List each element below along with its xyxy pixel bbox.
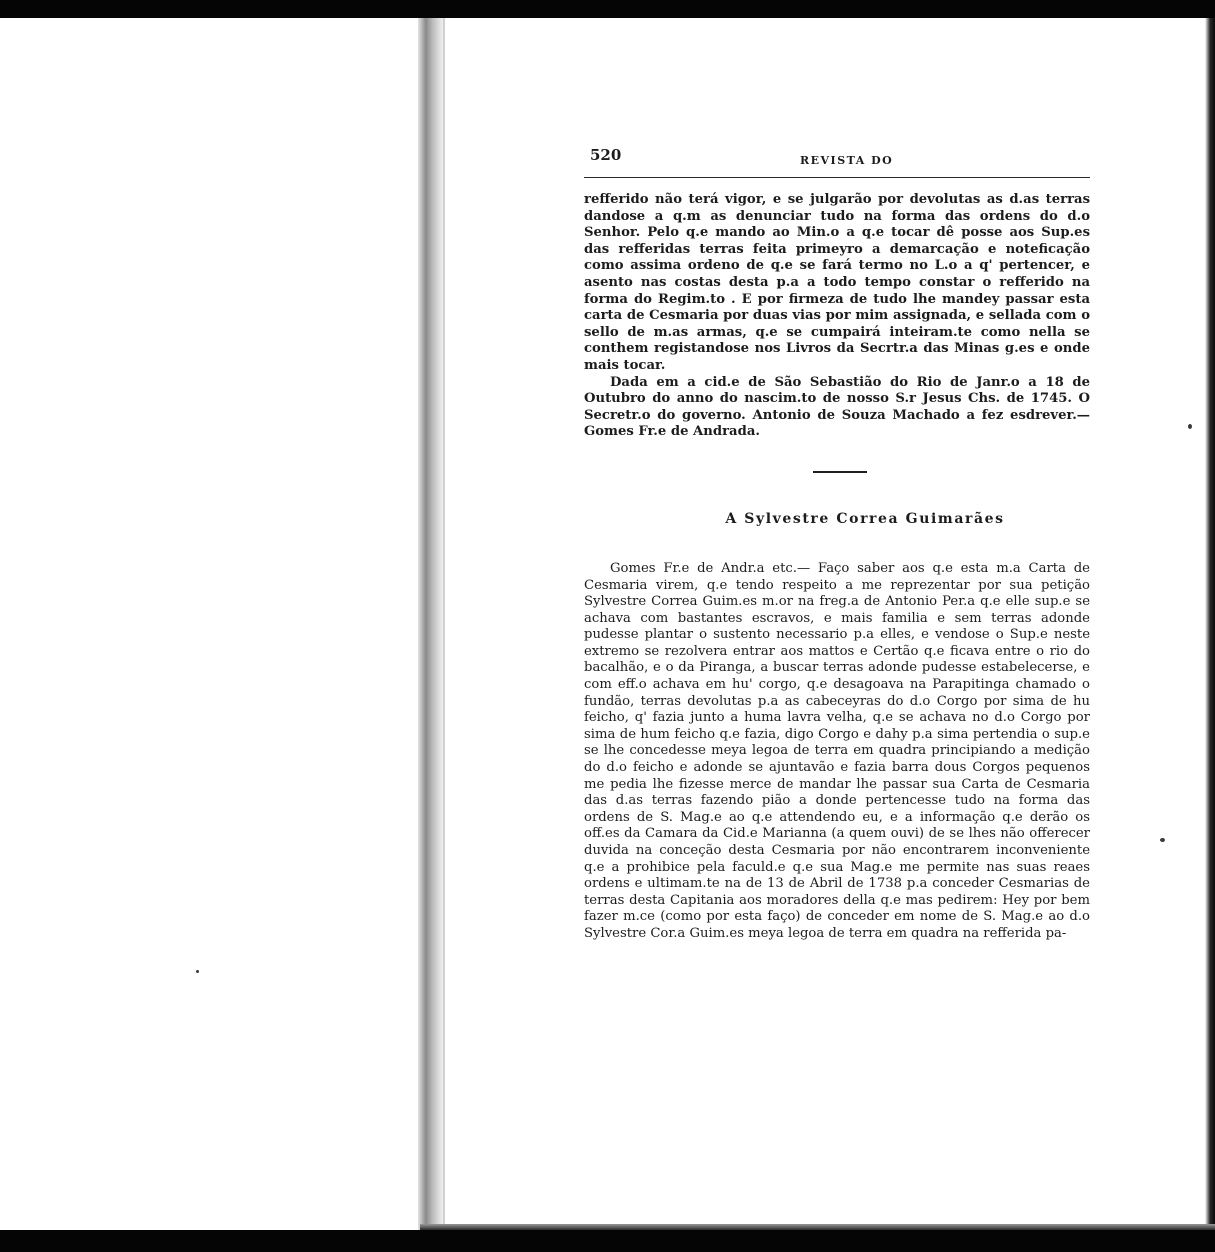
book-page xyxy=(584,140,1090,943)
running-header xyxy=(584,140,1090,178)
scan-bottom-border xyxy=(0,1230,1215,1252)
section-divider xyxy=(813,471,867,473)
section-title: A Sylvestre Correa Guimarães xyxy=(725,510,1005,527)
header-rule xyxy=(584,177,1090,178)
scan-speck xyxy=(1188,424,1192,429)
running-title: REVISTA DO xyxy=(800,154,894,167)
scan-speck xyxy=(196,970,199,973)
dating-paragraph: Dada em a cid.e de São Sebastião do Rio de Janr.o a 18 de Outubro do anno do nascim.to de nosso S.r Jesus Chs. de 1745. O Secretr.o do governo. Antonio de Souza Machado a fez esdrever.— Gomes Fr.e de Andrada. xyxy=(584,374,1090,440)
scan-right-border xyxy=(1205,18,1215,1230)
scan-speck xyxy=(1160,838,1165,842)
body-paragraph: Gomes Fr.e de Andr.a etc.— Faço saber aos q.e esta m.a Carta de Cesmaria virem, q.e tendo respeito a me reprezentar por sua petição Sylvestre Correa Guim.es m.or na freg.a de Antonio Per.a q.e elle sup.e se achava com bastantes escravos, e mais familia e sem terras adonde pudesse plantar o sustento necessario p.a elles, e vendose o Sup.e neste extremo se rezolvera entrar aos mattos e Certão q.e ficava entre o rio do bacalhão, e o da Piranga, a buscar terras adonde pudesse estabelecerse, e com eff.o achava em hu' corgo, q.e desagoava na Parapitinga chamado o fundão, terras devolutas p.a as cabeceyras do d.o Corgo por sima de hu feicho, q' fazia junto a huma lavra velha, q.e se achava no d.o Corgo por sima de hum feicho q.e fazia, digo Corgo e dahy p.a sima pertendia o sup.e se lhe concedesse meya legoa de terra em quadra principiando a medição do d.o feicho e adonde se ajuntavão e fazia barra dous Corgos pequenos me pedia lhe fizesse merce de mandar lhe passar sua Carta de Cesmaria das d.as terras fazendo pião a donde pertencesse tudo na forma das ordens de S. Mag.e ao q.e attendendo eu, e a informação q.e derão os off.es da Camara da Cid.e Marianna (a quem ouvi) de se lhes não offerecer duvida na conceção desta Cesmaria por não encontrarem inconveniente q.e a prohibice pela faculd.e q.e sua Mag.e me permite nas suas reaes ordens e ultimam.te na de 13 de Abril de 1738 p.a conceder Cesmarias de terras desta Capitania aos moradores della q.e mas pedirem: Hey por bem fazer m.ce (como por esta faço) de conceder em nome de S. Mag.e ao d.o Sylvestre Cor.a Guim.es meya legoa de terra em quadra na refferida pa- xyxy=(584,560,1090,941)
scan-top-border xyxy=(0,0,1215,18)
page-number: 520 xyxy=(590,146,622,164)
page-edge xyxy=(443,18,445,1230)
book-gutter-shadow xyxy=(418,18,444,1230)
body-paragraph: refferido não terá vigor, e se julgarão por devolutas as d.as terras dandose a q.m as denunciar tudo na forma das ordens do d.o Senhor. Pelo q.e mando ao Min.o a q.e tocar dê posse aos Sup.es das refferidas terras feita primeyro a demarcação e noteficação como assima ordeno de q.e se fará termo no L.o a q' pertencer, e asento nas costas desta p.a a todo tempo constar o refferido na forma do Regim.to . E por firmeza de tudo lhe mandey passar esta carta de Cesmaria por duas vias por mim assignada, e sellada com o sello de m.as armas, q.e se cumpairá inteiram.te como nella se conthem registandose nos Livros da Secrtr.a das Minas g.es e onde mais tocar. xyxy=(584,192,1090,373)
